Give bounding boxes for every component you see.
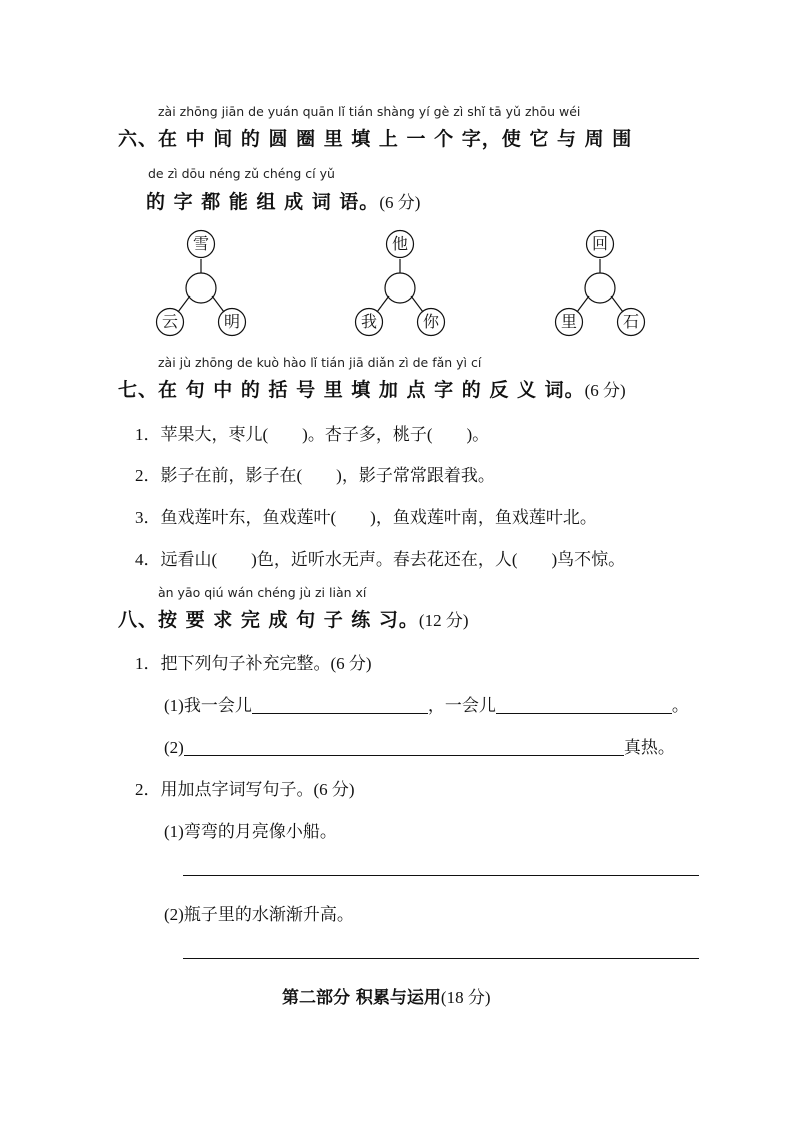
tree-2-top-char: 他 [391, 234, 408, 253]
section7-item-1 [135, 420, 489, 445]
part-two-heading [282, 983, 491, 1008]
item-number: 3． [135, 508, 161, 527]
section7-item-3 [135, 503, 597, 528]
q2-text: 用加点字词写句子。(6 分) [160, 780, 355, 799]
tree-2-left-char: 我 [360, 312, 377, 331]
section8-points: (12 分) [418, 611, 469, 630]
tree-3-top-char: 回 [591, 234, 608, 253]
word-tree-3 [545, 228, 655, 340]
q2-number: 2． [135, 780, 161, 799]
section7-item-4 [135, 545, 625, 570]
section8-q2 [135, 775, 355, 800]
q1-s1-blank-1[interactable] [252, 696, 428, 714]
tree-1-right-char: 明 [223, 312, 240, 331]
tree-3-center-blank[interactable] [586, 274, 614, 302]
q2-sentence-2: (2)瓶子里的水渐渐升高。 [164, 905, 354, 924]
word-tree-2 [345, 228, 455, 340]
q1-s1-part-c: 。 [671, 696, 689, 715]
tree-2-right-char: 你 [422, 312, 439, 331]
section7-pinyin: zài jù zhōng de kuò hào lǐ tián jiā diǎn zì de fǎn yì cí [158, 355, 482, 370]
q1-s1-blank-2[interactable] [496, 696, 672, 714]
q1-s1-part-a: (1)我一会儿 [164, 696, 252, 715]
q2-sentence-1: (1)弯弯的月亮像小船。 [164, 822, 337, 841]
q1-sentence-1 [164, 691, 689, 716]
q1-s2-part-a: (2) [164, 738, 184, 757]
q1-s1-part-b: ，一会儿 [427, 696, 496, 715]
part-two-title: 第二部分 积累与运用 [282, 988, 441, 1008]
q1-text: 把下列句子补充完整。(6 分) [160, 654, 372, 673]
q1-s2-blank[interactable] [184, 738, 624, 756]
part-two-points: (18 分) [440, 988, 491, 1007]
tree-1-top-char: 雪 [192, 234, 209, 253]
item-text: 远看山( )色，近听水无声。春去花还在，人( )鸟不惊。 [160, 550, 626, 569]
item-number: 4． [135, 550, 161, 569]
item-number: 1． [135, 425, 161, 444]
section8-title [118, 605, 469, 632]
item-text: 鱼戏莲叶东，鱼戏莲叶( )，鱼戏莲叶南，鱼戏莲叶北。 [160, 508, 597, 527]
q1-number: 1． [135, 654, 161, 673]
item-number: 2． [135, 466, 161, 485]
section6-title-line1: 六、在 中 间 的 圆 圈 里 填 上 一 个 字，使 它 与 周 围 [118, 128, 633, 150]
tree-3-right-char: 石 [622, 312, 639, 331]
section7-points: (6 分) [584, 381, 626, 400]
section6-points: (6 分) [379, 193, 421, 212]
tree-1-left-char: 云 [161, 312, 178, 331]
q2-answer-line-1[interactable] [183, 875, 699, 876]
q1-sentence-2 [164, 733, 675, 758]
q2-answer-line-2[interactable] [183, 958, 699, 959]
word-tree-1 [146, 228, 256, 340]
item-text: 影子在前，影子在( )，影子常常跟着我。 [160, 466, 495, 485]
section6-title-line2 [146, 187, 420, 214]
section7-item-2 [135, 461, 495, 486]
item-text: 苹果大，枣儿( )。杏子多，桃子( )。 [160, 425, 490, 444]
section6-title2-text: 的 字 都 能 组 成 词 语。 [146, 191, 380, 213]
section8-q1 [135, 649, 372, 674]
tree-3-left-char: 里 [560, 312, 577, 331]
section8-pinyin: àn yāo qiú wán chéng jù zi liàn xí [158, 585, 367, 600]
tree-1-center-blank[interactable] [187, 274, 215, 302]
section6-pinyin-line2: de zì dōu néng zǔ chéng cí yǔ [148, 166, 335, 181]
tree-2-center-blank[interactable] [386, 274, 414, 302]
section6-pinyin-line1: zài zhōng jiān de yuán quān lǐ tián shàng yí gè zì shǐ tā yǔ zhōu wéi [158, 104, 581, 119]
section8-title-text: 八、按 要 求 完 成 句 子 练 习。 [118, 609, 419, 631]
q1-s2-part-b: 真热。 [623, 738, 675, 757]
section7-title [118, 375, 626, 402]
section7-title-text: 七、在 句 中 的 括 号 里 填 加 点 字 的 反 义 词。 [118, 379, 585, 401]
